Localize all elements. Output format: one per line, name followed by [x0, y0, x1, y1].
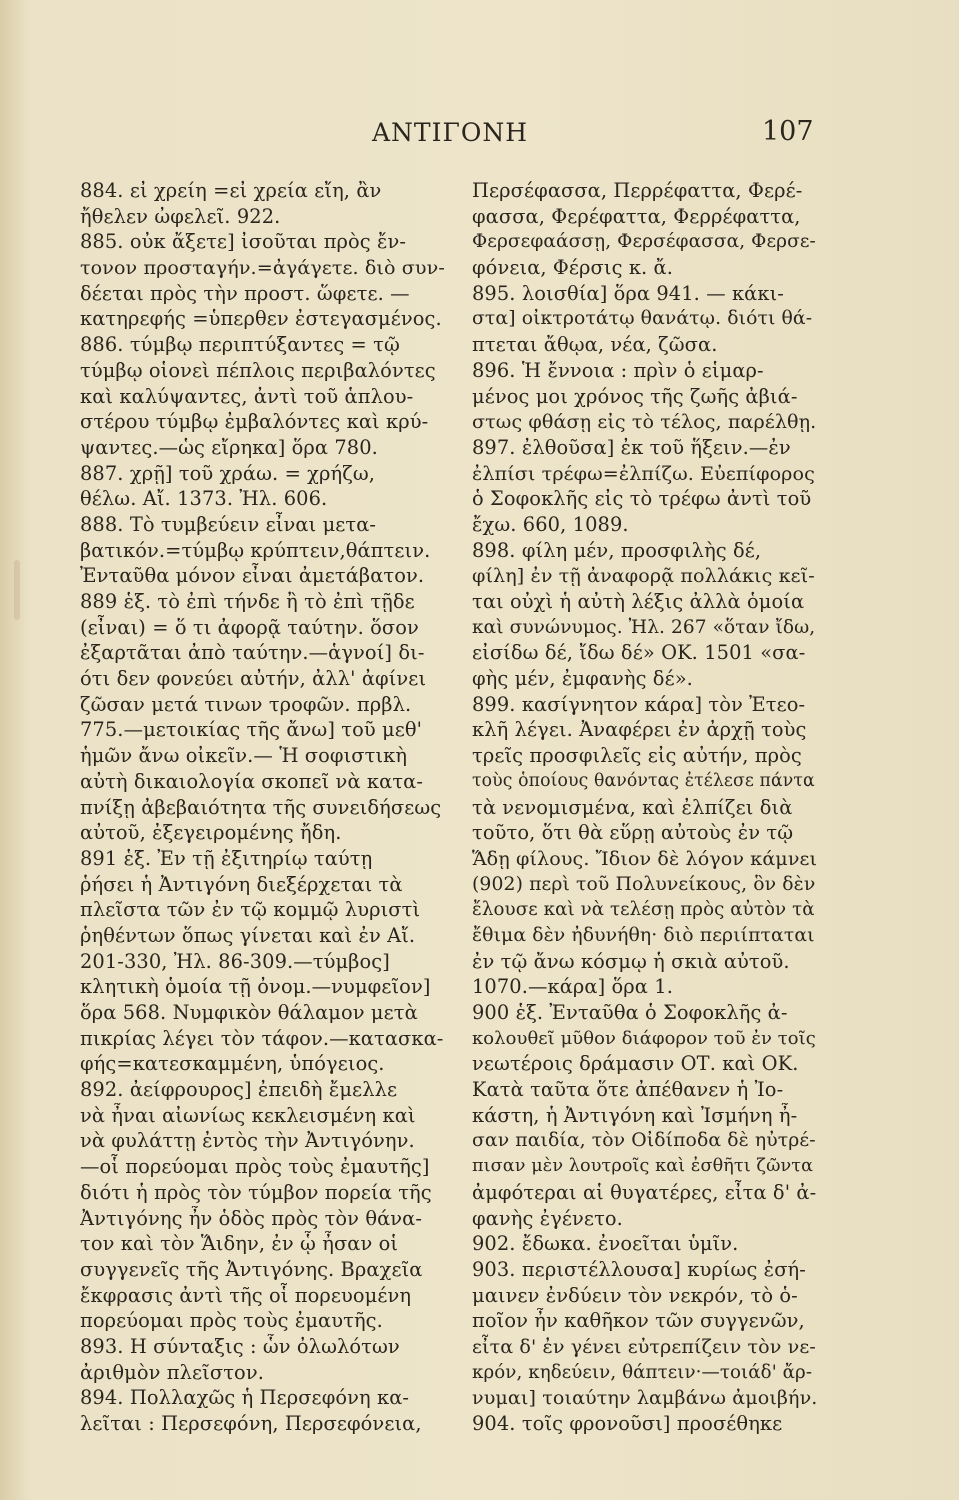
text-line: στως φθάσῃ εἰς τὸ τέλος, παρέλθῃ.: [472, 410, 817, 434]
text-line: ἔθιμα δὲν ἠδυνήθη· διὸ περιίπταται: [472, 924, 815, 946]
text-line: 889 ἑξ. τὸ ἐπὶ τήνδε ἢ τὸ ἐπὶ τῇδε: [80, 590, 415, 613]
text-line: 884. εἰ χρείη =εἰ χρεία εἴη, ἂν: [80, 179, 382, 202]
page-number: 107: [762, 116, 814, 147]
text-line: στα] οἰκτροτάτῳ θανάτῳ. διότι θά-: [472, 308, 813, 330]
text-line: κλῆ λέγει. Ἀναφέρει ἐν ἀρχῇ τοὺς: [472, 718, 807, 742]
text-line: 896. Ἡ ἔννοια : πρὶν ὁ εἱμαρ-: [472, 358, 764, 382]
text-line: —οἷ πορεύομαι πρὸς τοὺς ἐμαυτῆς]: [80, 1155, 430, 1179]
text-line: 1070.—κάρα] ὅρα 1.: [472, 975, 673, 999]
text-line: 886. τύμβῳ περιπτύξαντες = τῷ: [80, 333, 400, 357]
text-line: πισαν μὲν λουτροῖς καὶ ἐσθῆτι ζῶντα: [472, 1156, 814, 1177]
text-line: 201-330, Ἠλ. 86-309.—τύμβος]: [80, 949, 390, 973]
text-line: τύμβῳ οἱονεὶ πέπλοις περιβαλόντες: [80, 358, 436, 382]
text-line: ἐν τῷ ἄνω κόσμῳ ἡ σκιὰ αὐτοῦ.: [472, 949, 790, 973]
text-line: ἀριθμὸν πλεῖστον.: [80, 1360, 264, 1384]
running-header: [0, 118, 959, 158]
text-line: 885. οὐκ ἄξετε] ἰσοῦται πρὸς ἔν-: [80, 230, 407, 254]
text-line: 902. ἔδωκα. ἐνοεῖται ὑμῖν.: [472, 1232, 739, 1256]
text-line: σαν παιδία, τὸν Οἰδίποδα δὲ ηὐτρέ-: [472, 1130, 816, 1152]
text-line: φανὴς ἐγένετο.: [472, 1206, 623, 1230]
text-line: τὰ νενομισμένα, καὶ ἐλπίζει διὰ: [472, 795, 793, 819]
text-line: ῥήσει ἡ Ἀντιγόνη διεξέρχεται τὰ: [80, 872, 403, 896]
text-line: κάστη, ἡ Ἀντιγόνη καὶ Ἰσμήνη ἦ-: [472, 1103, 798, 1127]
text-line: τοὺς ὁποίους θανόντας ἐτέλεσε πάντα: [472, 770, 815, 791]
left-column: [80, 178, 448, 1437]
text-line: φόνεια, Φέρσις κ. ἄ.: [472, 256, 674, 280]
text-line: ἐλπίσι τρέφω=ἐλπίζω. Εὐεπίφορος: [472, 461, 815, 485]
text-line: 891 ἑξ. Ἐν τῇ ἐξιτηρίῳ ταύτῃ: [80, 846, 373, 870]
text-line: ται οὐχὶ ἡ αὐτὴ λέξις ἀλλὰ ὁμοία: [472, 590, 805, 613]
text-line: ὅρα 568. Νυμφικὸν θάλαμον μετὰ: [80, 1001, 418, 1024]
right-column: [472, 178, 817, 1437]
text-line: 887. χρῇ] τοῦ χράω. = χρήζω,: [80, 461, 376, 485]
text-line: τον καὶ τὸν Ἅιδην, ἐν ᾧ ἦσαν οἱ: [80, 1232, 399, 1256]
text-line: 892. ἀείφρουρος] ἐπειδὴ ἔμελλε: [80, 1078, 398, 1102]
text-line: ψαντες.—ὡς εἴρηκα] ὅρα 780.: [80, 435, 378, 459]
text-line: φίλη] ἐν τῇ ἀναφορᾷ πολλάκις κεῖ-: [472, 564, 815, 588]
text-line: νυμαι] τοιαύτην λαμβάνω ἀμοιβήν.: [472, 1386, 817, 1410]
text-line: λεῖται : Περσεφόνη, Περσεφόνεια,: [80, 1412, 422, 1435]
text-line: αὐτὴ δικαιολογία σκοπεῖ νὰ κατα-: [80, 769, 423, 793]
text-line: τοῦτο, ὅτι θὰ εὕρῃ αὐτοὺς ἐν τῷ: [472, 821, 794, 845]
text-line: εἶτα δ' ἐν γένει εὐτρεπίζειν τὸν νε-: [472, 1334, 816, 1358]
text-line: 899. κασίγνητον κάρα] τὸν Ἐτεο-: [472, 692, 806, 716]
text-line: μένος μοι χρόνος τῆς ζωῆς ἀβιά-: [472, 384, 798, 408]
text-line: 895. λοισθία] ὅρα 941. — κάκι-: [472, 281, 784, 305]
text-line: Ἀντιγόνης ἦν ὁδὸς πρὸς τὸν θάνα-: [80, 1206, 423, 1230]
text-line: Φερσεφαάσσῃ, Φερσέφασσα, Φερσε-: [472, 231, 816, 253]
text-line: ἔχω. 660, 1089.: [472, 512, 629, 536]
text-line: ἐξαρτᾶται ἀπὸ ταύτην.—ἁγνοί] δι-: [80, 641, 425, 665]
text-line: ἔλουσε καὶ νὰ τελέσῃ πρὸς αὐτὸν τὰ: [472, 899, 815, 921]
text-line: 775.—μετοικίας τῆς ἄνω] τοῦ μεθ': [80, 718, 423, 742]
page-margin-stain: [14, 560, 20, 620]
text-line: κολουθεῖ μῦθον διάφορον τοῦ ἐν τοῖς: [472, 1027, 816, 1049]
text-line: ζῶσαν μετά τινων τροφῶν. πρβλ.: [80, 692, 412, 716]
text-line: ἔκφρασις ἀντὶ τῆς οἷ πορευομένη: [80, 1283, 412, 1307]
text-line: Ἅδῃ φίλους. Ἴδιον δὲ λόγον κάμνει: [472, 846, 817, 870]
text-line: 904. τοῖς φρονοῦσι] προσέθηκε: [472, 1412, 783, 1435]
text-line: φασσα, Φερέφαττα, Φερρέφαττα,: [472, 204, 801, 228]
text-line: δέεται πρὸς τὴν προστ. ὥφετε. —: [80, 281, 410, 305]
text-line: κλητικὴ ὁμοία τῇ ὀνομ.—νυμφεῖον]: [80, 975, 431, 999]
text-line: 898. φίλη μέν, προσφιλὴς δέ,: [472, 538, 762, 562]
text-line: 900 ἑξ. Ἐνταῦθα ὁ Σοφοκλῆς ἀ-: [472, 1001, 788, 1024]
text-line: 894. Πολλαχῶς ἡ Περσεφόνη κα-: [80, 1386, 410, 1410]
text-line: πτεται ἄθῳα, νέα, ζῶσα.: [472, 333, 718, 357]
text-line: αὐτοῦ, ἐξεγειρομένης ἤδη.: [80, 821, 342, 845]
text-line: πικρίας λέγει τὸν τάφον.—κατασκα-: [80, 1026, 444, 1050]
text-line: (εἶναι) = ὅ τι ἀφορᾷ ταύτην. ὅσον: [80, 615, 419, 639]
text-line: συγγενεῖς τῆς Ἀντιγόνης. Βραχεῖα: [80, 1257, 423, 1281]
text-line: ποῖον ἦν καθῆκον τῶν συγγενῶν,: [472, 1309, 805, 1333]
text-line: τρεῖς προσφιλεῖς εἰς αὐτήν, πρὸς: [472, 744, 802, 768]
text-line: θέλω. Αἴ. 1373. Ἠλ. 606.: [80, 487, 328, 511]
text-line: διότι ἡ πρὸς τὸν τύμβον πορεία τῆς: [80, 1180, 432, 1204]
text-line: ότι δεν φονεύει αὐτήν, ἀλλ' ἀφίνει: [80, 667, 427, 691]
text-line: φὴς μέν, ἐμφανὴς δέ».: [472, 667, 693, 691]
text-line: Κατὰ ταῦτα ὅτε ἀπέθανεν ἡ Ἰο-: [472, 1078, 784, 1102]
text-line: νὰ ἦναι αἰωνίως κεκλεισμένη καὶ: [80, 1103, 416, 1127]
text-line: ἤθελεν ὠφελεῖ. 922.: [80, 204, 281, 228]
text-line: καὶ συνώνυμος. Ἠλ. 267 «ὅταν ἴδω,: [472, 616, 816, 638]
text-line: μαινεν ἐνδύειν τὸν νεκρόν, τὸ ὁ-: [472, 1283, 798, 1307]
running-title: ΑΝΤΙΓΟΝΗ: [372, 118, 528, 147]
text-line: ὁ Σοφοκλῆς εἰς τὸ τρέφω ἀντὶ τοῦ: [472, 487, 812, 511]
text-line: 893. Η σύνταξις : ὧν ὀλωλότων: [80, 1334, 400, 1358]
text-line: (902) περὶ τοῦ Πολυνείκους, ὃν δὲν: [472, 873, 816, 895]
text-line: τονον προσταγήν.=ἀγάγετε. διὸ συν-: [80, 256, 445, 280]
text-line: Περσέφασσα, Περρέφαττα, Φερέ-: [472, 179, 803, 202]
text-line: ἡμῶν ἄνω οἰκεῖν.— Ἡ σοφιστικὴ: [80, 744, 408, 768]
text-line: πνίξῃ ἀβεβαιότητα τῆς συνειδήσεως: [80, 795, 442, 819]
text-line: φής=κατεσκαμμένη, ὑπόγειος.: [80, 1052, 385, 1076]
text-line: πορεύομαι πρὸς τοὺς ἐμαυτῆς.: [80, 1309, 383, 1333]
text-line: ῥηθέντων ὅπως γίνεται καὶ ἐν Αἴ.: [80, 923, 416, 947]
text-line: 903. περιστέλλουσα] κυρίως ἐσή-: [472, 1257, 806, 1281]
text-line: νὰ φυλάττῃ ἐντὸς τὴν Ἀντιγόνην.: [80, 1129, 415, 1153]
text-line: Ἐνταῦθα μόνον εἶναι ἀμετάβατον.: [80, 564, 425, 588]
text-line: ἀμφότεραι αἱ θυγατέρες, εἶτα δ' ἀ-: [472, 1180, 817, 1204]
text-line: 888. Τὸ τυμβεύειν εἶναι μετα-: [80, 512, 377, 536]
text-line: 897. ἐλθοῦσα] ἐκ τοῦ ἥξειν.—ἐν: [472, 435, 791, 459]
text-line: κρόν, κηδεύειν, θάπτειν·—τοιάδ' ἄρ-: [472, 1361, 813, 1383]
text-line: πλεῖστα τῶν ἐν τῷ κομμῷ λυριστὶ: [80, 898, 421, 922]
text-line: στέρου τύμβῳ ἐμβαλόντες καὶ κρύ-: [80, 410, 429, 434]
text-line: κατηρεφής =ὑπερθεν ἐστεγασμένος.: [80, 307, 442, 331]
text-line: βατικόν.=τύμβῳ κρύπτειν,θάπτειν.: [80, 538, 431, 562]
text-line: εἰσίδω δέ, ἴδω δέ» ΟΚ. 1501 «σα-: [472, 641, 806, 665]
text-line: νεωτέροις δράμασιν ΟΤ. καὶ ΟΚ.: [472, 1052, 799, 1076]
text-line: καὶ καλύψαντες, ἀντὶ τοῦ ἁπλου-: [80, 384, 414, 408]
